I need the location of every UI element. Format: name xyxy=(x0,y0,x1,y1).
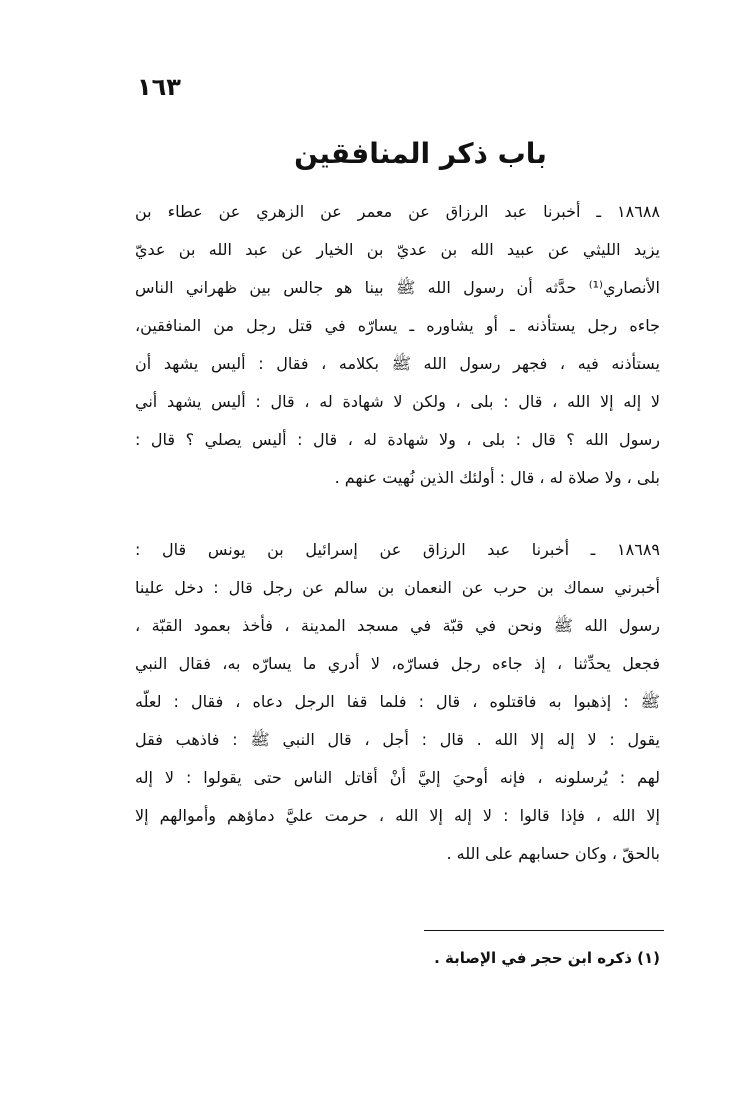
text-line: بلى ، ولا صلاة له ، قال : أولئك الذين نُهيت عنهم . xyxy=(334,468,660,487)
text-line: لا إله إلا الله ، قال : بلى ، ولكن لا شهادة له ، قال : أليس يشهد أني xyxy=(135,392,660,411)
text-line: لهم : يُرسلونه ، فإنه أوحيَ إليَّ أنْ أقاتل الناس حتى يقولوا : لا إله xyxy=(135,768,660,787)
text-line: رسول الله ؟ قال : بلى ، ولا شهادة له ، قال : أليس يصلي ؟ قال : xyxy=(135,430,660,449)
chapter-title: باب ذكر المنافقين xyxy=(294,137,547,170)
text-line: فجعل يحدِّثنا ، إذ جاءه رجل فسارّه، لا أدري ما يسارّه به، فقال النبي xyxy=(135,654,660,673)
footnote-divider xyxy=(424,930,664,931)
hadith-18689 xyxy=(135,531,660,873)
text-line: يقول : لا إله إلا الله . قال : أجل ، قال النبي ﷺ : فاذهب فقل xyxy=(135,730,660,749)
page-number: ١٦٣ xyxy=(137,73,181,101)
text-line: الأنصاري⁽¹⁾ حدَّثه أن رسول الله ﷺ بينا هو جالس بين ظهراني الناس xyxy=(135,278,660,297)
text-line: ١٨٦٨٩ ـ أخبرنا عبد الرزاق عن إسرائيل بن يونس قال : xyxy=(135,540,660,559)
text-line: أخبرني سماك بن حرب عن النعمان بن سالم عن رجل قال : دخل علينا xyxy=(135,578,660,597)
text-line: بالحقّ ، وكان حسابهم على الله . xyxy=(446,844,660,863)
footnote: (١) ذكره ابن حجر في الإصابة . xyxy=(434,949,660,967)
text-line: يزيد الليثي عن عبيد الله بن عديّ بن الخيار عن عبد الله بن عديّ xyxy=(135,240,660,259)
hadith-18688 xyxy=(135,193,660,497)
text-line: جاءه رجل يستأذنه ـ أو يشاوره ـ يسارّه في قتل رجل من المنافقين، xyxy=(135,316,660,335)
text-line: إلا الله ، فإذا قالوا : لا إله إلا الله ، حرمت عليَّ دماؤهم وأموالهم إلا xyxy=(135,806,660,825)
text-line: ١٨٦٨٨ ـ أخبرنا عبد الرزاق عن معمر عن الزهري عن عطاء بن xyxy=(135,202,660,221)
text-line: يستأذنه فيه ، فجهر رسول الله ﷺ بكلامه ، فقال : أليس يشهد أن xyxy=(135,354,660,373)
text-line: رسول الله ﷺ ونحن في قبّة في مسجد المدينة ، فأخذ بعمود القبّة ، xyxy=(135,616,660,635)
text-line: ﷺ : إذهبوا به فاقتلوه ، قال : فلما قفا الرجل دعاه ، فقال : لعلّه xyxy=(135,692,660,711)
